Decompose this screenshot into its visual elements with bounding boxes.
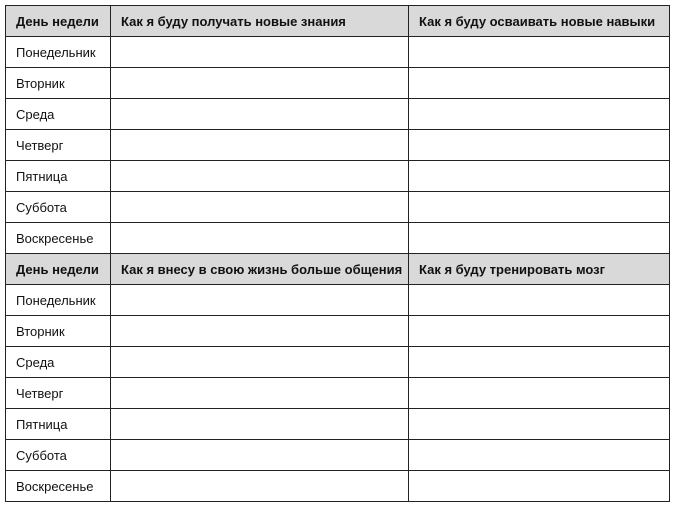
day-label: Четверг [6,378,111,409]
entry-cell[interactable] [111,68,409,99]
table-row [6,99,670,130]
entry-cell[interactable] [111,192,409,223]
header-brain-training: Как я буду тренировать мозг [409,254,670,285]
section-2-header-row [6,254,670,285]
entry-cell[interactable] [111,316,409,347]
entry-cell[interactable] [409,223,670,254]
section-1-header-row [6,6,670,37]
table-row [6,440,670,471]
entry-cell[interactable] [111,223,409,254]
entry-cell[interactable] [111,471,409,502]
table-row [6,471,670,502]
entry-cell[interactable] [409,130,670,161]
table-row [6,37,670,68]
table-row [6,347,670,378]
day-label: Среда [6,99,111,130]
entry-cell[interactable] [111,285,409,316]
day-label: Понедельник [6,37,111,68]
entry-cell[interactable] [409,378,670,409]
header-day-of-week: День недели [6,6,111,37]
entry-cell[interactable] [409,409,670,440]
table-row [6,285,670,316]
entry-cell[interactable] [111,37,409,68]
entry-cell[interactable] [409,37,670,68]
entry-cell[interactable] [111,409,409,440]
day-label: Пятница [6,161,111,192]
header-new-skills: Как я буду осваивать новые навыки [409,6,670,37]
weekly-planner-sheet [5,5,670,502]
day-label: Пятница [6,409,111,440]
header-day-of-week: День недели [6,254,111,285]
day-label: Четверг [6,130,111,161]
table-row [6,130,670,161]
header-new-knowledge: Как я буду получать новые знания [111,6,409,37]
table-row [6,68,670,99]
entry-cell[interactable] [409,192,670,223]
entry-cell[interactable] [409,440,670,471]
entry-cell[interactable] [409,161,670,192]
entry-cell[interactable] [409,316,670,347]
entry-cell[interactable] [111,99,409,130]
day-label: Воскресенье [6,223,111,254]
header-more-socializing: Как я внесу в свою жизнь больше общения [111,254,409,285]
table-row [6,409,670,440]
day-label: Вторник [6,68,111,99]
entry-cell[interactable] [409,285,670,316]
table-row [6,378,670,409]
day-label: Воскресенье [6,471,111,502]
entry-cell[interactable] [111,440,409,471]
table-row [6,161,670,192]
entry-cell[interactable] [409,471,670,502]
entry-cell[interactable] [409,68,670,99]
entry-cell[interactable] [409,347,670,378]
entry-cell[interactable] [111,347,409,378]
entry-cell[interactable] [111,130,409,161]
table-row [6,192,670,223]
day-label: Суббота [6,192,111,223]
weekly-planner-table [5,5,670,502]
entry-cell[interactable] [409,99,670,130]
table-row [6,223,670,254]
entry-cell[interactable] [111,378,409,409]
day-label: Среда [6,347,111,378]
day-label: Вторник [6,316,111,347]
table-row [6,316,670,347]
day-label: Суббота [6,440,111,471]
day-label: Понедельник [6,285,111,316]
entry-cell[interactable] [111,161,409,192]
